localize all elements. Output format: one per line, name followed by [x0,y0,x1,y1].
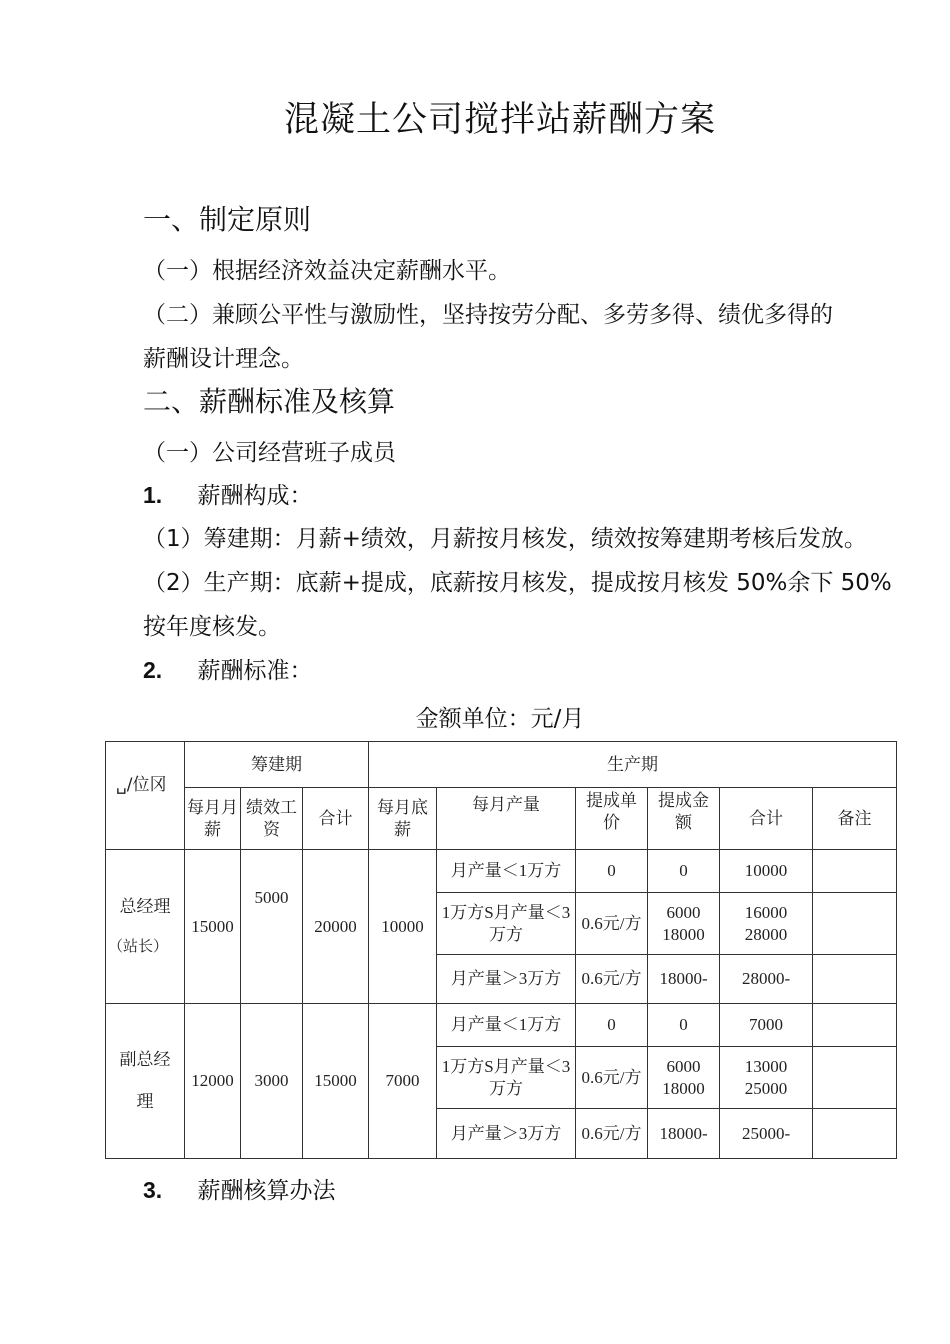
output-tier-mid: 1万方S月产量＜3万方 [437,1047,576,1109]
list-text: 薪酬核算办法 [197,1178,336,1204]
dgm-amount-tier2: 6000 18000 [648,1047,720,1109]
dgm-rate-tier1: 0 [576,1004,648,1047]
dgm-rate-tier3: 0.6元/方 [576,1109,648,1159]
dgm-prep-total: 15000 [303,1004,369,1159]
dgm-amount-tier3: 18000- [648,1109,720,1159]
paragraph-principle-1: （一）根据经济效益决定薪酬水平。 [143,258,511,284]
header-prep-period: 筹建期 [185,742,369,788]
list-number: 2. [143,657,163,683]
section-heading-standards: 二、薪酬标准及核算 [143,385,396,418]
dgm-base-salary: 7000 [369,1004,437,1159]
gm-monthly-salary: 15000 [185,850,241,1004]
gm-amount-tier1: 0 [648,850,720,893]
output-tier-low: 月产量＜1万方 [437,850,576,893]
gm-rate-tier3: 0.6元/方 [576,955,648,1004]
list-text: 薪酬构成： [197,483,313,509]
list-item-3 [143,1172,336,1205]
list-number: 1. [143,482,163,508]
header-prod-total: 合计 [720,788,813,850]
role-deputy-general-manager: 副总经 理 [106,1004,185,1159]
paragraph-management-team: （一）公司经营班子成员 [143,440,396,466]
output-tier-mid: 1万方S月产量＜3万方 [437,893,576,955]
dgm-rate-tier2: 0.6元/方 [576,1047,648,1109]
salary-table [105,741,897,1159]
header-production-period: 生产期 [369,742,897,788]
gm-total-tier1: 10000 [720,850,813,893]
dgm-amount-tier1: 0 [648,1004,720,1047]
header-monthly-salary: 每月月薪 [185,788,241,850]
list-number: 3. [143,1177,163,1203]
table-corner-header: ␣/位冈 [106,742,185,850]
dgm-remark-tier1 [813,1004,897,1047]
gm-base-salary: 10000 [369,850,437,1004]
header-prep-total: 合计 [303,788,369,850]
gm-remark-tier2 [813,893,897,955]
gm-total-tier2: 16000 28000 [720,893,813,955]
header-commission-amount: 提成金额 [648,788,720,850]
table-row [106,850,897,893]
gm-remark-tier1 [813,850,897,893]
document-title: 混凝土公司搅拌站薪酬方案 [283,100,716,140]
gm-rate-tier1: 0 [576,850,648,893]
gm-remark-tier3 [813,955,897,1004]
paragraph-prep-period: （1）筹建期：月薪+绩效，月薪按月核发，绩效按筹建期考核后发放。 [143,526,867,552]
dgm-remark-tier3 [813,1109,897,1159]
list-item-2 [143,652,313,685]
header-performance-pay: 绩效工资 [241,788,303,850]
paragraph-principle-2-line2: 薪酬设计理念。 [143,346,304,372]
table-row [106,1004,897,1047]
header-monthly-output: 每月产量 [437,788,576,850]
section-heading-principles: 一、制定原则 [143,203,312,236]
header-remarks: 备注 [813,788,897,850]
list-item-1 [143,477,313,510]
gm-amount-tier3: 18000- [648,955,720,1004]
header-commission-rate: 提成单价 [576,788,648,850]
list-text: 薪酬标准： [197,658,313,684]
header-base-salary: 每月底薪 [369,788,437,850]
dgm-remark-tier2 [813,1047,897,1109]
dgm-total-tier3: 25000- [720,1109,813,1159]
dgm-monthly-salary: 12000 [185,1004,241,1159]
output-tier-low: 月产量＜1万方 [437,1004,576,1047]
gm-rate-tier2: 0.6元/方 [576,893,648,955]
gm-amount-tier2: 6000 18000 [648,893,720,955]
role-general-manager: 总经理 （站长） [106,850,185,1004]
amount-unit-caption: 金额单位：元/月 [415,706,585,732]
gm-total-tier3: 28000- [720,955,813,1004]
dgm-total-tier2: 13000 25000 [720,1047,813,1109]
paragraph-production-period-line1: （2）生产期：底薪+提成，底薪按月核发，提成按月核发 50%余下 50% [143,570,892,596]
paragraph-principle-2-line1: （二）兼顾公平性与激励性，坚持按劳分配、多劳多得、绩优多得的 [143,302,833,328]
gm-prep-total: 20000 [303,850,369,1004]
paragraph-production-period-line2: 按年度核发。 [143,614,281,640]
gm-performance-pay: 5000 [241,850,303,1004]
dgm-total-tier1: 7000 [720,1004,813,1047]
output-tier-high: 月产量＞3万方 [437,955,576,1004]
output-tier-high: 月产量＞3万方 [437,1109,576,1159]
dgm-performance-pay: 3000 [241,1004,303,1159]
